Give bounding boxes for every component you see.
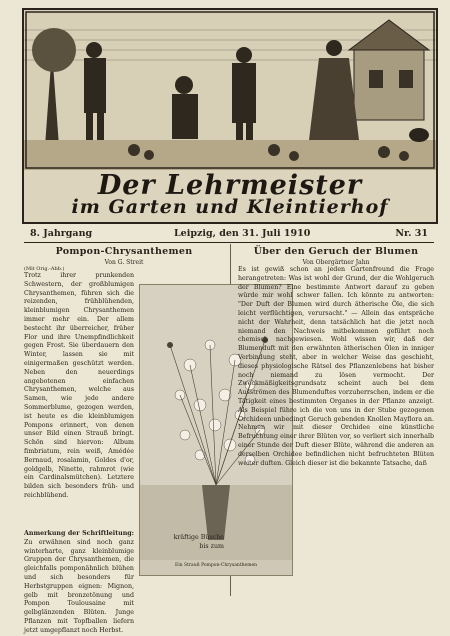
article-right-title: Über den Geruch der Blumen bbox=[253, 246, 419, 257]
article-right bbox=[238, 246, 434, 467]
article-left bbox=[24, 246, 258, 634]
issue-bar bbox=[24, 226, 434, 243]
article-right-body: Es ist gewiß schon an jeden Gartenfreund die Frage herangetreten: Was ist wohl der Grund, der die Wohlgeruch der Blumen? Eine bestimmte Antwort darauf zu geben würde mir wohl schwer fallen. Ich könnte zu antworten: "Der Duft der Blumen wird durch ätherische Öle, die sich leicht verflüchtigen, verursacht." — Allein das entspräche nicht der Wahrheit, denn tatsächlich hat die jetzt noch niemand den Nachweis mitbekommen geführt noch chemisch nachgewiesen. Wohl wissen wir, daß der Blumenduft mit den erwähnten ätherischen Ölen in inniger Verbindung steht, aber in welcher Weise das geschieht, dieses physiologische Rätsel des Pflanzenlebens hat bisher noch niemand zu lösen vermocht. Der Zweckmäßigkeitsgrundsatz scheint auch bei dem Ausströmen des Blumenduftes vorzuherrschen, indem er die Tätigkeit eines bestimmten Organes in der Pflanze anzeigt. Als Beispiel führe ich die von uns in der Stube gezogenen Orchideen unbedingt Geruch gebenden Knollen Mayflora an. Nehmen wir mit dieser Orchidee eine künstliche Befruchtung einer ihrer Blüten vor, so verliert sich innerhalb einer Stunde der Duft dieser Blüte, während die anderen an derselben Orchidee befindlichen nicht befruchteten Blüten weiter duften. Gleich dieser ist die bekannte Tatsache, daß bbox=[238, 266, 434, 467]
photo-caption: Ein Strauß Pompon-Chrysanthemen bbox=[174, 563, 258, 568]
masthead-title: Der Lehrmeister bbox=[97, 170, 363, 201]
masthead bbox=[22, 8, 438, 224]
masthead-subtitle: im Garten und Kleintierhof bbox=[71, 196, 389, 218]
volume-label: 8. Jahrgang bbox=[30, 228, 93, 239]
masthead-illustration bbox=[24, 10, 436, 170]
article-left-note: (Mit Orig.-Abb.) bbox=[24, 266, 65, 272]
issue-number-label: Nr. 31 bbox=[395, 228, 428, 239]
article-right-byline: Von Obergärtner Jahn bbox=[302, 259, 370, 266]
editor-note-head: Anmerkung der Schriftleitung: bbox=[24, 530, 134, 537]
article-left-byline: Von G. Streit bbox=[104, 259, 144, 266]
editor-note bbox=[24, 530, 134, 634]
article-left-title: Pompon-Chrysanthemen bbox=[55, 246, 193, 257]
article-left-tail: kräftige Büsche bis zum bbox=[173, 534, 224, 550]
editor-note-body: Zu erwähnen sind noch ganz winterharte, ganz kleinblumige Gruppen der Chrysanthemen, die gleichfalls pomponähnlich blühen und sich besonders für Herbstgruppen eignen: Mignon, gelb mit bronzetönung und Pompon Toulousaine mit gelbglänzenden Blüten. Junge Pflanzen mit Topfballen liefern jetzt umgepflanzt noch Herbst. bbox=[24, 538, 134, 634]
place-date-label: Leipzig, den 31. Juli 1910 bbox=[174, 228, 311, 239]
article-left-body: Trotz ihrer prunkenden Schwestern, der großblumigen Chrysanthemen, führen sich die reizenden, frühblühenden, kleinblumigen Chrysanthemen immer mehr ein. Der allem bestecht ihr überreicher, früher Flor und ihre Unempfindlichkeit gegen Frost. Sie überdauern den Winter, lassen sie mit einigermaßen geschützt werden. Neben den neuerdings angebotenen einfachen Chrysanthemen, welche aus Samen, wie jede andere Sommerblume, gezogen werden, ist heute es die kleinblumigen Pompons erinnert, von denen unser Bild einen Strauß bringt. Schön sind hiervon: Album fimbriatum, rein weiß, Amédée Bernaud, rosalamin, Goldes d'or, goldgelb, Ninette, rahmrot (wie ein Cardinalsmütchen). Letztere bilden sich besonders früh- und reichblühend. bbox=[24, 272, 134, 499]
